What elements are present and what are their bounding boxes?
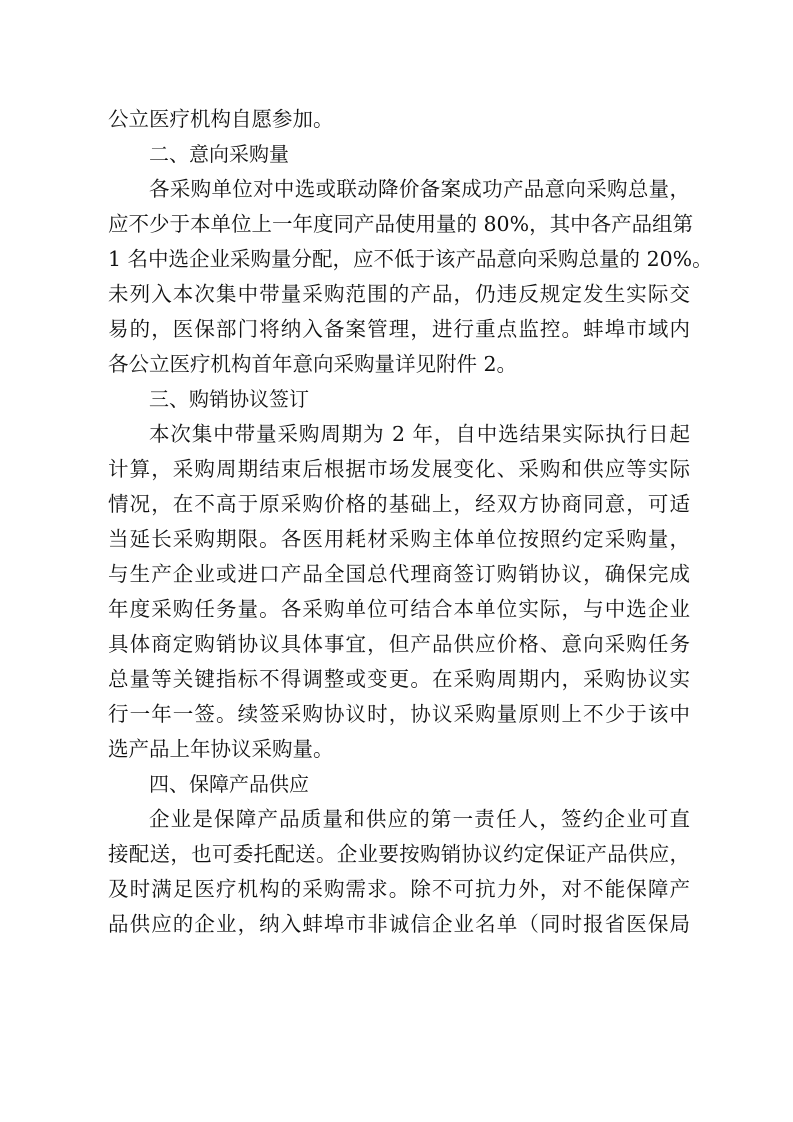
section-heading: 二、意向采购量 xyxy=(149,142,289,166)
paragraph-line: 计算，采购周期结束后根据市场发展变化、采购和供应等实际 xyxy=(108,457,690,481)
paragraph-line: 公立医疗机构自愿参加。 xyxy=(108,107,334,131)
section-heading: 三、购销协议签订 xyxy=(149,387,309,411)
paragraph-line: 各公立医疗机构首年意向采购量详见附件 2。 xyxy=(108,352,518,376)
paragraph-line: 及时满足医疗机构的采购需求。除不可抗力外，对不能保障产 xyxy=(108,877,690,901)
paragraph-line: 企业是保障产品质量和供应的第一责任人，签约企业可直 xyxy=(149,807,690,831)
paragraph-line: 各采购单位对中选或联动降价备案成功产品意向采购总量， xyxy=(149,177,690,201)
paragraph-line: 应不少于本单位上一年度同产品使用量的 80%，其中各产品组第 xyxy=(108,212,694,236)
paragraph-line: 1 名中选企业采购量分配，应不低于该产品意向采购总量的 20%。 xyxy=(108,247,713,271)
paragraph-line: 品供应的企业，纳入蚌埠市非诚信企业名单（同时报省医保局 xyxy=(108,912,690,936)
section-heading: 四、保障产品供应 xyxy=(149,772,309,796)
paragraph-line: 当延长采购期限。各医用耗材采购主体单位按照约定采购量， xyxy=(108,527,690,551)
paragraph-line: 具体商定购销协议具体事宜，但产品供应价格、意向采购任务 xyxy=(108,632,690,656)
paragraph-line: 本次集中带量采购周期为 2 年，自中选结果实际执行日起 xyxy=(149,422,690,446)
paragraph-line: 接配送，也可委托配送。企业要按购销协议约定保证产品供应， xyxy=(108,842,690,866)
paragraph-line: 与生产企业或进口产品全国总代理商签订购销协议，确保完成 xyxy=(108,562,690,586)
paragraph-line: 未列入本次集中带量采购范围的产品，仍违反规定发生实际交 xyxy=(108,282,690,306)
paragraph-line: 情况，在不高于原采购价格的基础上，经双方协商同意，可适 xyxy=(108,492,690,516)
paragraph-line: 行一年一签。续签采购协议时，协议采购量原则上不少于该中 xyxy=(108,702,690,726)
paragraph-line: 易的，医保部门将纳入备案管理，进行重点监控。蚌埠市域内 xyxy=(108,317,690,341)
paragraph-line: 选产品上年协议采购量。 xyxy=(108,737,334,761)
document-body xyxy=(108,102,713,942)
paragraph-line: 总量等关键指标不得调整或变更。在采购周期内，采购协议实 xyxy=(108,667,690,691)
paragraph-line: 年度采购任务量。各采购单位可结合本单位实际，与中选企业 xyxy=(108,597,690,621)
